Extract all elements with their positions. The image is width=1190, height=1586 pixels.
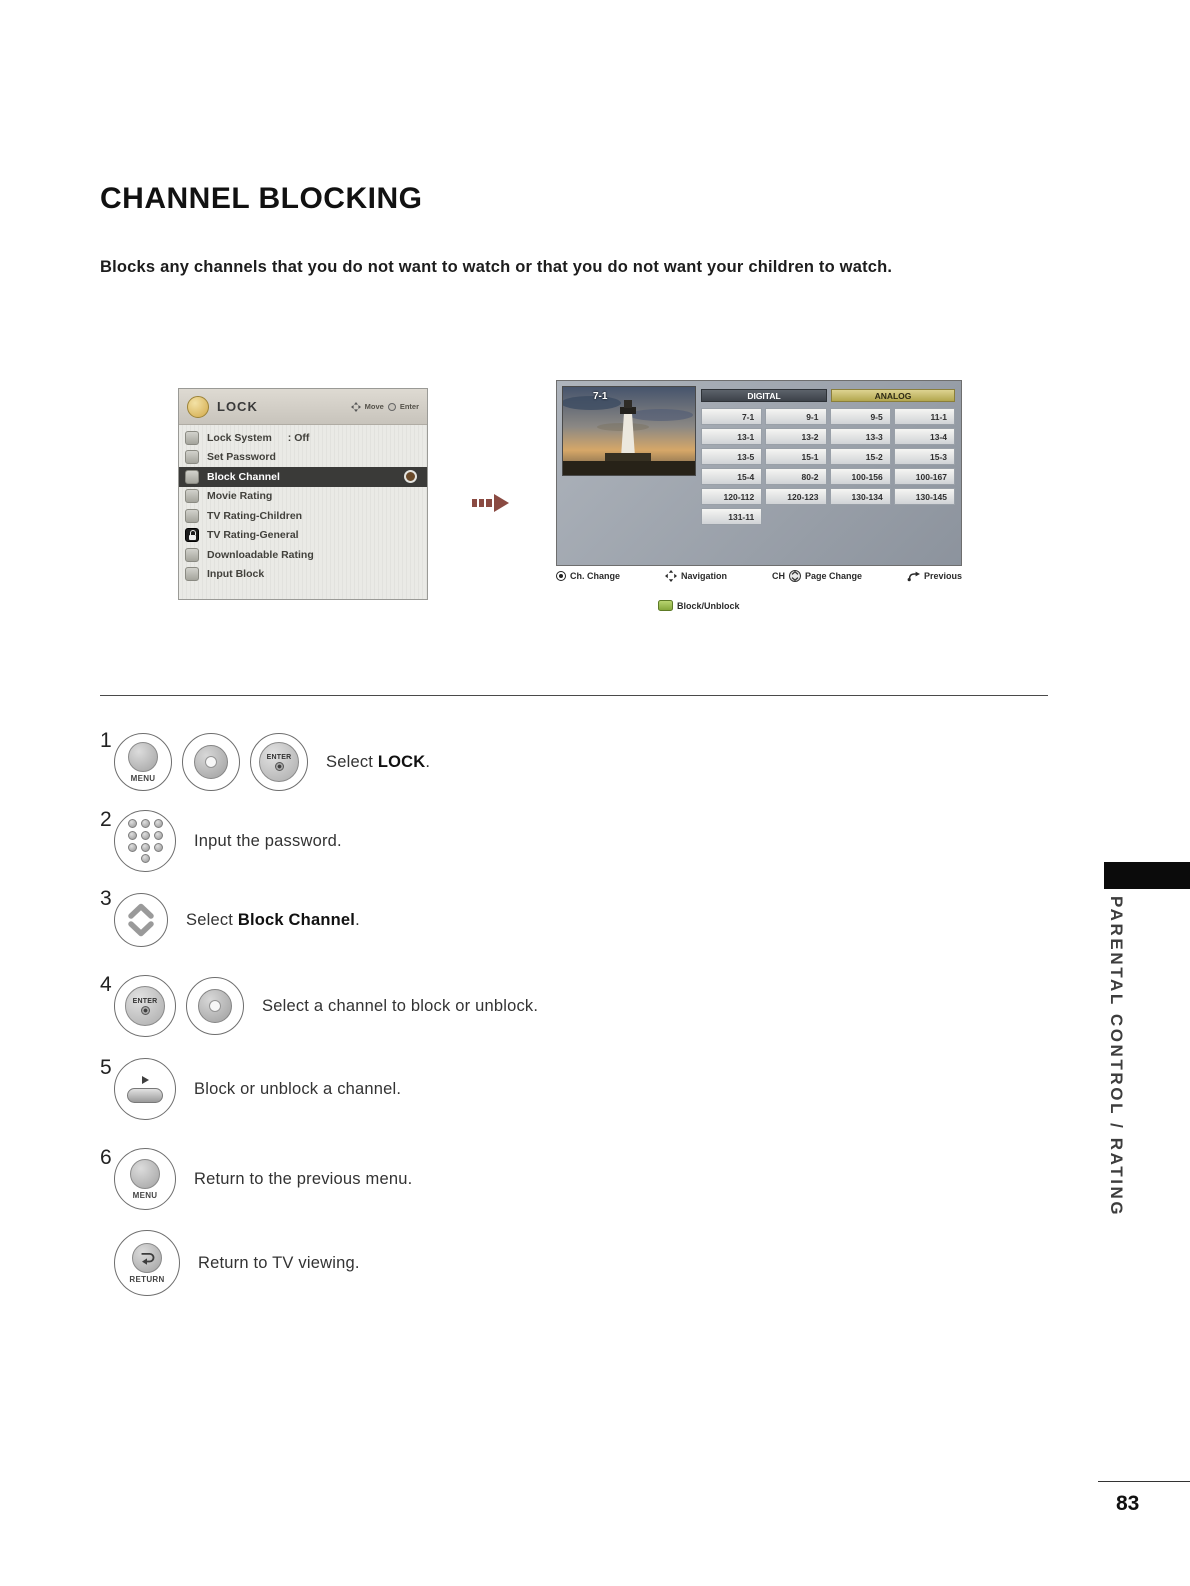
video-preview bbox=[562, 386, 696, 476]
channel-cell: 13-1 bbox=[701, 428, 762, 445]
lock-system-icon bbox=[185, 431, 199, 445]
channel-cell: 15-3 bbox=[894, 448, 955, 465]
enter-button-label: ENTER bbox=[132, 997, 158, 1005]
navigation-wheel-icon bbox=[186, 977, 244, 1035]
enter-hint-icon bbox=[388, 403, 396, 411]
legend-label: Navigation bbox=[680, 571, 727, 581]
lock-menu-title: LOCK bbox=[217, 399, 258, 414]
legend-label: Previous bbox=[923, 571, 962, 581]
menu-item-label: TV Rating-Children bbox=[207, 509, 303, 522]
step-number: 6 bbox=[100, 1146, 112, 1169]
menu-item-label: Movie Rating bbox=[207, 490, 273, 503]
tab-digital: DIGITAL bbox=[701, 389, 827, 402]
menu-item-label: Downloadable Rating bbox=[207, 548, 314, 561]
menu-button-label: MENU bbox=[130, 773, 156, 783]
step-4 bbox=[100, 975, 538, 1037]
right-arrow-button-icon bbox=[114, 1058, 176, 1120]
lighthouse-image bbox=[563, 387, 695, 475]
step-text: Select a channel to block or unblock. bbox=[262, 996, 539, 1015]
button-face bbox=[132, 1243, 162, 1273]
step-number: 3 bbox=[100, 887, 112, 910]
lock-menu-body bbox=[179, 425, 427, 584]
menu-item-tv-rating-general bbox=[179, 526, 427, 546]
block-channel-icon bbox=[185, 470, 199, 484]
set-password-icon bbox=[185, 450, 199, 464]
step-number: 5 bbox=[100, 1056, 112, 1079]
lock-shield-icon bbox=[187, 396, 209, 418]
legend-ch-change bbox=[556, 571, 620, 581]
number-keypad-icon bbox=[114, 810, 176, 872]
enter-dot-icon bbox=[275, 762, 284, 771]
channel-cell: 15-2 bbox=[830, 448, 891, 465]
wheel-face bbox=[198, 989, 232, 1023]
previous-icon bbox=[907, 571, 920, 582]
downloadable-rating-icon bbox=[185, 548, 199, 562]
selected-marker-icon bbox=[404, 470, 417, 483]
step-text: Input the password. bbox=[194, 831, 342, 850]
channel-cell: 130-145 bbox=[894, 488, 955, 505]
button-face bbox=[128, 742, 158, 772]
menu-item-lock-system bbox=[179, 428, 427, 448]
ch-updown-icon bbox=[789, 570, 801, 582]
enter-dot-icon bbox=[141, 1006, 150, 1015]
legend-label: Ch. Change bbox=[570, 571, 621, 581]
wheel-face bbox=[194, 745, 228, 779]
menu-item-block-channel bbox=[179, 467, 427, 487]
channel-cell: 7-1 bbox=[701, 408, 762, 425]
step-number: 2 bbox=[100, 808, 112, 831]
page-number: 83 bbox=[1116, 1492, 1140, 1515]
section-tab-bar bbox=[1104, 862, 1190, 889]
menu-button-icon bbox=[114, 1148, 176, 1210]
menu-button-label: MENU bbox=[132, 1190, 158, 1200]
menu-item-set-password bbox=[179, 448, 427, 468]
section-divider bbox=[100, 695, 1048, 696]
movie-rating-icon bbox=[185, 489, 199, 503]
button-face bbox=[259, 742, 299, 782]
enter-button-icon bbox=[114, 975, 176, 1037]
channel-cell: 11-1 bbox=[894, 408, 955, 425]
legend-navigation bbox=[665, 570, 727, 582]
up-down-buttons-icon bbox=[114, 893, 168, 947]
channel-cell: 131-11 bbox=[701, 508, 762, 525]
block-unblock-icon bbox=[658, 600, 673, 611]
step-1 bbox=[100, 729, 431, 791]
channel-cell: 100-167 bbox=[894, 468, 955, 485]
step-text: Return to TV viewing. bbox=[198, 1253, 360, 1272]
channel-cell: 9-1 bbox=[765, 408, 826, 425]
menu-item-label: TV Rating-General bbox=[207, 529, 299, 542]
button-face bbox=[130, 1159, 160, 1189]
channel-cell: 9-5 bbox=[830, 408, 891, 425]
channel-cell: 13-3 bbox=[830, 428, 891, 445]
keypad-face bbox=[127, 819, 163, 863]
button-face bbox=[125, 986, 165, 1026]
menu-item-tv-rating-children bbox=[179, 506, 427, 526]
step-text: Select LOCK. bbox=[326, 752, 431, 771]
channel-cell: 120-123 bbox=[765, 488, 826, 505]
channel-block-screenshot bbox=[556, 380, 962, 566]
channel-cell: 15-4 bbox=[701, 468, 762, 485]
legend-block-unblock bbox=[658, 600, 740, 611]
menu-item-label: Input Block bbox=[207, 568, 265, 581]
move-icon bbox=[351, 402, 361, 412]
step-text: Select Block Channel. bbox=[186, 910, 360, 929]
navigation-icon bbox=[665, 570, 677, 582]
channel-cell: 120-112 bbox=[701, 488, 762, 505]
preview-channel-label: 7-1 bbox=[593, 391, 608, 402]
lock-menu-header bbox=[179, 389, 427, 425]
tv-rating-children-icon bbox=[185, 509, 199, 523]
page-title: CHANNEL BLOCKING bbox=[100, 182, 423, 215]
channel-cell: 100-156 bbox=[830, 468, 891, 485]
ch-prefix-label: CH bbox=[771, 571, 785, 581]
move-hint-label: Move bbox=[364, 402, 384, 411]
step-3 bbox=[100, 887, 360, 947]
ch-change-icon bbox=[556, 571, 566, 581]
channel-cell: 130-134 bbox=[830, 488, 891, 505]
menu-item-label: Lock System bbox=[207, 431, 272, 444]
enter-hint-label: Enter bbox=[399, 402, 419, 411]
return-button-icon bbox=[114, 1230, 180, 1296]
menu-item-label: Block Channel bbox=[207, 470, 280, 483]
menu-item-label: Set Password bbox=[207, 451, 276, 464]
step-text: Block or unblock a channel. bbox=[194, 1079, 402, 1098]
step-return bbox=[100, 1230, 360, 1296]
pill-button-face bbox=[127, 1088, 163, 1103]
legend-label: Block/Unblock bbox=[677, 600, 740, 611]
channel-cell: 80-2 bbox=[765, 468, 826, 485]
legend-row bbox=[556, 570, 962, 582]
channel-cell: 13-4 bbox=[894, 428, 955, 445]
menu-item-downloadable-rating bbox=[179, 545, 427, 565]
tv-rating-general-icon bbox=[185, 528, 199, 542]
channel-cell: 13-2 bbox=[765, 428, 826, 445]
lock-menu-screenshot bbox=[178, 388, 428, 600]
tab-analog: ANALOG bbox=[831, 389, 955, 402]
enter-button-label: ENTER bbox=[266, 753, 292, 761]
legend-page-change bbox=[772, 570, 862, 582]
channel-cell: 15-1 bbox=[765, 448, 826, 465]
chapter-side-label: PARENTAL CONTROL / RATING bbox=[1107, 896, 1126, 1218]
step-6 bbox=[100, 1148, 412, 1210]
menu-item-value: : Off bbox=[287, 431, 310, 444]
enter-button-icon bbox=[250, 733, 308, 791]
menu-item-input-block bbox=[179, 565, 427, 585]
padlock-icon bbox=[188, 530, 197, 540]
return-button-label: RETURN bbox=[129, 1274, 165, 1284]
step-number: 1 bbox=[100, 729, 112, 752]
lock-menu-hints bbox=[351, 402, 419, 412]
legend-previous bbox=[907, 571, 962, 582]
footer-rule bbox=[1098, 1481, 1190, 1482]
channel-cell: 13-5 bbox=[701, 448, 762, 465]
transition-arrow-icon bbox=[472, 492, 510, 519]
step-2 bbox=[100, 810, 342, 872]
channel-grid bbox=[701, 408, 955, 525]
intro-text: Blocks any channels that you do not want to watch or that you do not want your children to watch. bbox=[100, 258, 893, 276]
step-text: Return to the previous menu. bbox=[194, 1169, 413, 1188]
menu-item-movie-rating bbox=[179, 487, 427, 507]
step-5 bbox=[100, 1058, 401, 1120]
input-block-icon bbox=[185, 567, 199, 581]
menu-button-icon bbox=[114, 733, 172, 791]
navigation-wheel-icon bbox=[182, 733, 240, 791]
right-triangle-icon bbox=[142, 1076, 149, 1084]
step-number: 4 bbox=[100, 973, 112, 996]
legend-label: Page Change bbox=[804, 571, 862, 581]
